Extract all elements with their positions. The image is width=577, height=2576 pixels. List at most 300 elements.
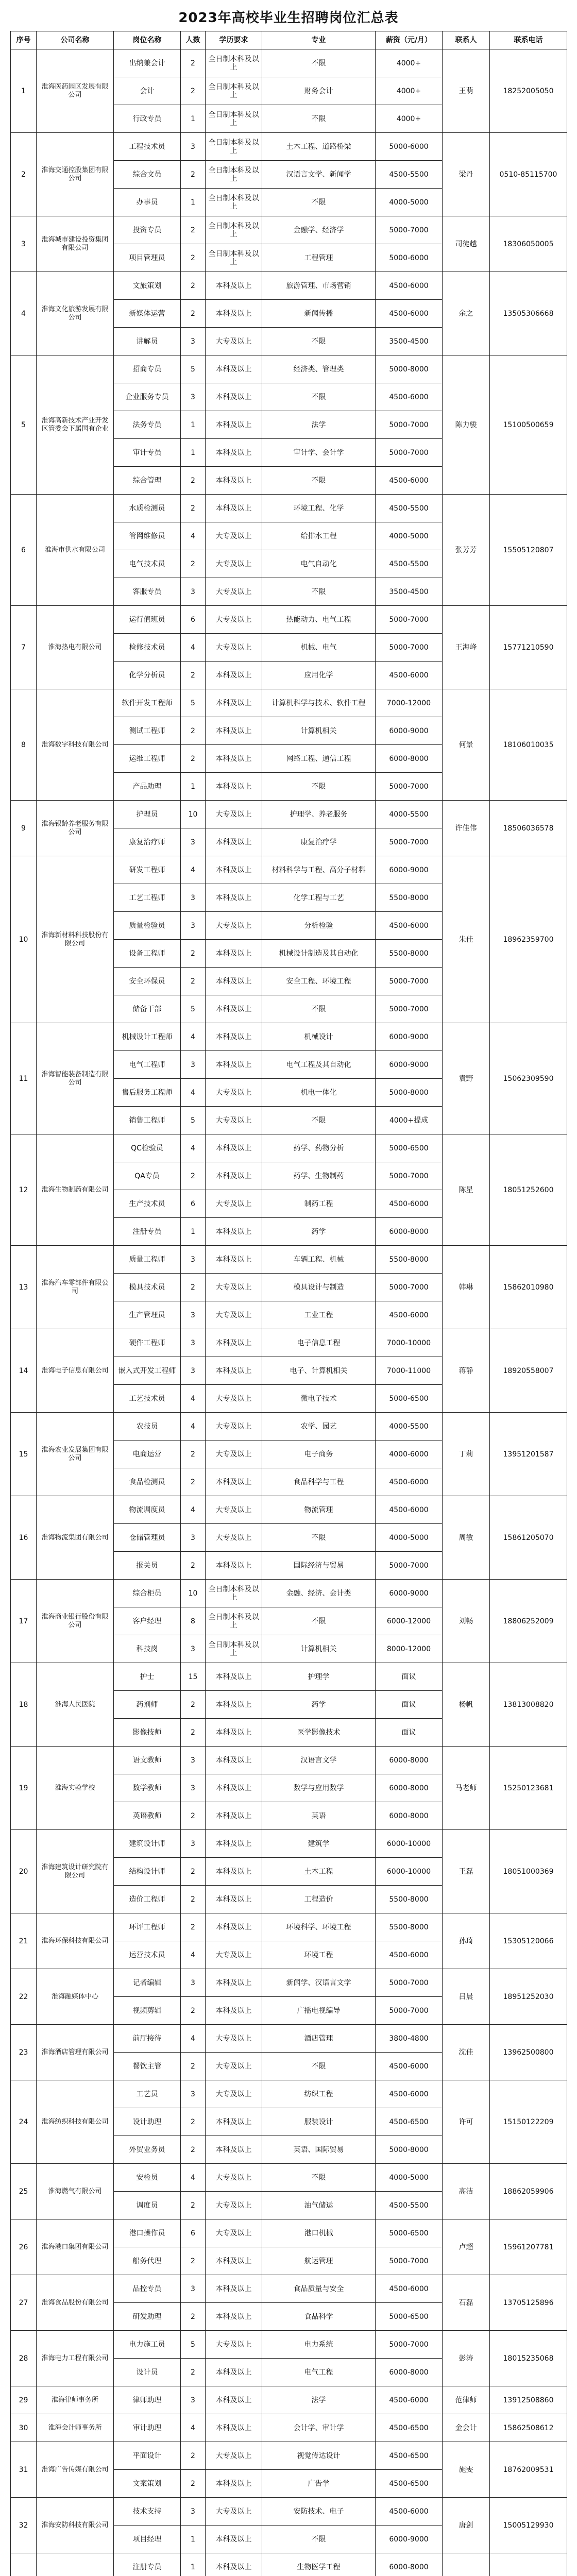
cell-count: 3	[181, 1747, 206, 1774]
cell-education: 大专及以上	[206, 1274, 262, 1301]
cell-count: 2	[181, 1552, 206, 1580]
cell-count: 10	[181, 1580, 206, 1607]
cell-salary: 5000-7000	[376, 1274, 443, 1301]
table-row	[11, 1496, 567, 1524]
header-education: 学历要求	[206, 31, 262, 49]
cell-seq: 30	[11, 2414, 37, 2442]
cell-position: 办事员	[114, 189, 181, 216]
cell-count: 3	[181, 1246, 206, 1274]
cell-position: 英语教师	[114, 1802, 181, 1830]
cell-salary: 4500-5500	[376, 495, 443, 522]
page-title: 2023年高校毕业生招聘岗位汇总表	[178, 10, 399, 26]
cell-company-name: 淮海银龄养老服务有限公司	[37, 801, 114, 856]
cell-position: 物流调度员	[114, 1496, 181, 1524]
cell-major: 电子商务	[262, 1440, 376, 1468]
cell-position: 综合管理	[114, 467, 181, 495]
cell-position: 销售工程师	[114, 1107, 181, 1134]
cell-salary: 5000-6500	[376, 1385, 443, 1413]
cell-salary: 4500-6000	[376, 467, 443, 495]
cell-phone: 15305120066	[490, 1913, 567, 1969]
cell-education: 全日制本科及以上	[206, 216, 262, 244]
cell-seq: 24	[11, 2080, 37, 2164]
cell-seq: 13	[11, 1246, 37, 1329]
cell-contact: 吕晨	[443, 1969, 490, 2025]
cell-salary: 4000+	[376, 105, 443, 133]
cell-contact: 梁丹	[443, 133, 490, 216]
cell-major: 机械、电气	[262, 634, 376, 662]
cell-education: 大专及以上	[206, 2192, 262, 2219]
cell-company-name: 淮海律师事务所	[37, 2386, 114, 2414]
cell-company-name: 淮海城市建设投资集团有限公司	[37, 216, 114, 272]
cell-major: 广告学	[262, 2470, 376, 2498]
table-row	[11, 2080, 567, 2108]
cell-major: 不限	[262, 105, 376, 133]
cell-position: 客户经理	[114, 1607, 181, 1635]
cell-major: 酒店管理	[262, 2025, 376, 2053]
cell-major: 机械设计	[262, 1023, 376, 1051]
cell-count: 3	[181, 2498, 206, 2526]
cell-company-name: 淮海高新技术产业开发区管委会下属国有企业	[37, 355, 114, 495]
cell-phone: 18252005050	[490, 49, 567, 133]
cell-position: 售后服务工程师	[114, 1079, 181, 1107]
cell-salary: 4500-6000	[376, 300, 443, 328]
cell-education: 全日制本科及以上	[206, 244, 262, 272]
table-row	[11, 1413, 567, 1440]
cell-major: 电力系统	[262, 2331, 376, 2359]
cell-salary: 6000-9000	[376, 1580, 443, 1607]
cell-salary: 5500-8000	[376, 884, 443, 912]
cell-salary: 面议	[376, 1663, 443, 1691]
cell-salary: 6000-8000	[376, 745, 443, 773]
cell-position: 运营技术员	[114, 1941, 181, 1969]
cell-position: 测试工程师	[114, 717, 181, 745]
cell-salary: 6000-9000	[376, 1023, 443, 1051]
cell-count: 2	[181, 1802, 206, 1830]
cell-company-name: 淮海安防科技有限公司	[37, 2498, 114, 2553]
cell-phone: 13705125896	[490, 2275, 567, 2331]
cell-company-name: 淮海融媒体中心	[37, 1969, 114, 2025]
cell-company-name: 淮海交通控股集团有限公司	[37, 133, 114, 216]
table-row	[11, 2275, 567, 2303]
cell-education: 全日制本科及以上	[206, 1607, 262, 1635]
cell-count: 6	[181, 2219, 206, 2247]
cell-education: 本科及以上	[206, 1691, 262, 1719]
cell-salary: 4000-5000	[376, 522, 443, 550]
cell-count: 5	[181, 355, 206, 383]
cell-position: 外贸业务员	[114, 2136, 181, 2164]
cell-education: 大专及以上	[206, 606, 262, 634]
cell-education: 本科及以上	[206, 1802, 262, 1830]
cell-salary: 6000-9000	[376, 856, 443, 884]
cell-salary: 6000-8000	[376, 1802, 443, 1830]
cell-phone: 15062309590	[490, 1023, 567, 1134]
cell-count: 2	[181, 940, 206, 968]
cell-position: 律师助理	[114, 2386, 181, 2414]
cell-company-name: 淮海人民医院	[37, 1663, 114, 1747]
cell-position: 语文教师	[114, 1747, 181, 1774]
cell-company-name: 淮海物流集团有限公司	[37, 1496, 114, 1580]
cell-education: 大专及以上	[206, 2331, 262, 2359]
cell-major: 会计学、审计学	[262, 2414, 376, 2442]
table-row	[11, 1913, 567, 1941]
cell-seq: 1	[11, 49, 37, 133]
cell-education: 本科及以上	[206, 1830, 262, 1858]
cell-major: 不限	[262, 49, 376, 77]
cell-seq: 11	[11, 1023, 37, 1134]
cell-salary: 5000-7000	[376, 1162, 443, 1190]
cell-salary: 4000+	[376, 49, 443, 77]
cell-salary: 6000-9000	[376, 717, 443, 745]
cell-salary: 4500-6500	[376, 2470, 443, 2498]
cell-count: 3	[181, 1969, 206, 1997]
cell-salary: 6000-10000	[376, 1858, 443, 1886]
table-row	[11, 355, 567, 383]
table-row	[11, 1830, 567, 1858]
cell-count: 4	[181, 2164, 206, 2192]
cell-education: 本科及以上	[206, 1719, 262, 1747]
cell-company-name: 淮海港口集团有限公司	[37, 2219, 114, 2275]
cell-contact: 许可	[443, 2080, 490, 2164]
cell-seq: 25	[11, 2164, 37, 2219]
cell-salary: 6000-8000	[376, 1747, 443, 1774]
cell-education: 本科及以上	[206, 1747, 262, 1774]
table-row	[11, 689, 567, 717]
table-row	[11, 801, 567, 828]
cell-position: 文案策划	[114, 2470, 181, 2498]
cell-position: 水质检测员	[114, 495, 181, 522]
table-body	[11, 49, 567, 2576]
cell-position: 护士	[114, 1663, 181, 1691]
cell-education: 本科及以上	[206, 662, 262, 689]
cell-company-name: 淮海智能装备制造有限公司	[37, 1023, 114, 1134]
cell-major: 经济类、管理类	[262, 355, 376, 383]
cell-count: 4	[181, 1134, 206, 1162]
cell-position: 化学分析员	[114, 662, 181, 689]
cell-education: 大专及以上	[206, 1941, 262, 1969]
cell-count: 2	[181, 1858, 206, 1886]
cell-salary: 面议	[376, 1691, 443, 1719]
cell-education: 本科及以上	[206, 2553, 262, 2576]
cell-seq: 27	[11, 2275, 37, 2331]
cell-phone: 15100500659	[490, 355, 567, 495]
cell-major: 药学	[262, 1691, 376, 1719]
cell-seq: 14	[11, 1329, 37, 1413]
cell-major: 农学、园艺	[262, 1413, 376, 1440]
cell-salary: 6000-9000	[376, 1051, 443, 1079]
cell-major: 医学影像技术	[262, 1719, 376, 1747]
cell-education: 本科及以上	[206, 2526, 262, 2553]
cell-position: 研发助理	[114, 2303, 181, 2331]
cell-position: 招商专员	[114, 355, 181, 383]
cell-salary: 5000-6500	[376, 1134, 443, 1162]
cell-education: 本科及以上	[206, 773, 262, 801]
cell-major: 金融、经济、会计类	[262, 1580, 376, 1607]
cell-salary: 4500-5500	[376, 161, 443, 189]
cell-contact: 马老师	[443, 1747, 490, 1830]
cell-major: 财务会计	[262, 77, 376, 105]
cell-contact: 金会计	[443, 2414, 490, 2442]
cell-major: 车辆工程、机械	[262, 1246, 376, 1274]
cell-major: 工业工程	[262, 1301, 376, 1329]
cell-position: 设计员	[114, 2359, 181, 2386]
cell-salary: 4000-6000	[376, 1440, 443, 1468]
cell-contact: 彭涛	[443, 2331, 490, 2386]
cell-major: 油气储运	[262, 2192, 376, 2219]
cell-count: 2	[181, 662, 206, 689]
cell-position: 管网维修员	[114, 522, 181, 550]
cell-seq: 18	[11, 1663, 37, 1747]
table-row	[11, 2331, 567, 2359]
cell-salary: 5000-7000	[376, 1552, 443, 1580]
cell-position: 审计助理	[114, 2414, 181, 2442]
cell-count: 3	[181, 1051, 206, 1079]
cell-salary: 6000-8000	[376, 1218, 443, 1246]
cell-phone: 13912508860	[490, 2386, 567, 2414]
cell-major: 材料科学与工程、高分子材料	[262, 856, 376, 884]
cell-contact: 袁野	[443, 1023, 490, 1134]
cell-salary: 4000+	[376, 77, 443, 105]
cell-phone: 18051252600	[490, 1134, 567, 1246]
cell-position: 视频剪辑	[114, 1997, 181, 2025]
cell-major: 土木工程、道路桥梁	[262, 133, 376, 161]
cell-education: 大专及以上	[206, 522, 262, 550]
cell-education: 大专及以上	[206, 550, 262, 578]
cell-phone: 0510-85115700	[490, 133, 567, 216]
table-row	[11, 2553, 567, 2576]
cell-company-name: 淮海数字科技有限公司	[37, 689, 114, 801]
cell-company-name: 淮海食品股份有限公司	[37, 2275, 114, 2331]
cell-count: 2	[181, 77, 206, 105]
cell-salary: 4500-5500	[376, 550, 443, 578]
cell-salary: 4500-6000	[376, 2386, 443, 2414]
cell-education: 本科及以上	[206, 2470, 262, 2498]
cell-position: 研发工程师	[114, 856, 181, 884]
table-row	[11, 2164, 567, 2192]
cell-salary: 5000-6000	[376, 244, 443, 272]
cell-seq: 22	[11, 1969, 37, 2025]
cell-major: 工程管理	[262, 244, 376, 272]
cell-education: 本科及以上	[206, 1051, 262, 1079]
cell-salary: 4500-6500	[376, 2414, 443, 2442]
cell-major: 不限	[262, 2164, 376, 2192]
cell-contact: 高洁	[443, 2164, 490, 2219]
cell-position: 行政专员	[114, 105, 181, 133]
cell-education: 全日制本科及以上	[206, 161, 262, 189]
cell-major: 药学	[262, 1218, 376, 1246]
cell-major: 法学	[262, 2386, 376, 2414]
cell-phone: 18920558007	[490, 1329, 567, 1413]
cell-count: 3	[181, 1635, 206, 1663]
cell-position: 安检员	[114, 2164, 181, 2192]
cell-count: 3	[181, 2275, 206, 2303]
cell-salary: 5000-7000	[376, 828, 443, 856]
cell-position: 造价工程师	[114, 1886, 181, 1913]
cell-phone: 18306050005	[490, 216, 567, 272]
cell-education: 大专及以上	[206, 1385, 262, 1413]
cell-education: 本科及以上	[206, 2359, 262, 2386]
cell-contact: 杨帆	[443, 1663, 490, 1747]
cell-salary: 5000-7000	[376, 634, 443, 662]
cell-major: 数学与应用数学	[262, 1774, 376, 1802]
cell-education: 本科及以上	[206, 828, 262, 856]
cell-salary: 4000-5500	[376, 1413, 443, 1440]
cell-position: 药剂师	[114, 1691, 181, 1719]
cell-salary: 4500-6000	[376, 1468, 443, 1496]
table-row	[11, 1747, 567, 1774]
cell-seq: 8	[11, 689, 37, 801]
cell-salary: 4000-5000	[376, 189, 443, 216]
cell-position: 康复治疗师	[114, 828, 181, 856]
cell-salary: 4000+提成	[376, 1107, 443, 1134]
cell-major: 国际经济与贸易	[262, 1552, 376, 1580]
cell-phone	[490, 2553, 567, 2576]
cell-salary: 5000-7000	[376, 1969, 443, 1997]
table-row	[11, 2219, 567, 2247]
cell-count: 4	[181, 1941, 206, 1969]
cell-count: 2	[181, 717, 206, 745]
cell-salary: 5000-7000	[376, 773, 443, 801]
cell-contact: 陈力骏	[443, 355, 490, 495]
cell-salary: 5000-7000	[376, 216, 443, 244]
cell-major: 电气自动化	[262, 550, 376, 578]
cell-phone: 18962359700	[490, 856, 567, 1023]
cell-salary: 3800-4800	[376, 2025, 443, 2053]
cell-major: 土木工程	[262, 1858, 376, 1886]
cell-salary: 4000-5500	[376, 801, 443, 828]
cell-major: 物流管理	[262, 1496, 376, 1524]
cell-education: 本科及以上	[206, 1858, 262, 1886]
cell-count: 6	[181, 606, 206, 634]
cell-count: 3	[181, 133, 206, 161]
cell-position: QC检验员	[114, 1134, 181, 1162]
cell-count: 2	[181, 1440, 206, 1468]
cell-major: 食品质量与安全	[262, 2275, 376, 2303]
cell-position: 工艺员	[114, 2080, 181, 2108]
cell-education: 本科及以上	[206, 1162, 262, 1190]
cell-company-name: 淮海广告传媒有限公司	[37, 2442, 114, 2498]
cell-count: 1	[181, 105, 206, 133]
cell-major: 食品科学与工程	[262, 1468, 376, 1496]
cell-education: 本科及以上	[206, 1886, 262, 1913]
cell-company-name: 淮海农业发展集团有限公司	[37, 1413, 114, 1496]
cell-position: 港口操作员	[114, 2219, 181, 2247]
cell-major: 环境科学、环境工程	[262, 1913, 376, 1941]
cell-count: 3	[181, 912, 206, 940]
cell-count: 2	[181, 2359, 206, 2386]
cell-major: 药学、药物分析	[262, 1134, 376, 1162]
cell-education: 本科及以上	[206, 1357, 262, 1385]
cell-count: 2	[181, 2192, 206, 2219]
cell-count: 15	[181, 1663, 206, 1691]
cell-major: 分析检验	[262, 912, 376, 940]
cell-count: 2	[181, 161, 206, 189]
cell-salary: 5000-7000	[376, 606, 443, 634]
cell-major: 广播电视编导	[262, 1997, 376, 2025]
cell-seq: 2	[11, 133, 37, 216]
cell-contact: 唐剑	[443, 2498, 490, 2553]
cell-count: 5	[181, 2331, 206, 2359]
cell-salary: 4500-6000	[376, 912, 443, 940]
cell-major: 英语、国际贸易	[262, 2136, 376, 2164]
cell-contact	[443, 2553, 490, 2576]
cell-salary: 4000-5000	[376, 2164, 443, 2192]
cell-position: 储备干部	[114, 995, 181, 1023]
cell-seq: 28	[11, 2331, 37, 2386]
cell-company-name: 淮海酒店管理有限公司	[37, 2025, 114, 2080]
cell-education: 大专及以上	[206, 912, 262, 940]
cell-count: 1	[181, 1218, 206, 1246]
cell-education: 大专及以上	[206, 2442, 262, 2470]
cell-company-name: 淮海市供水有限公司	[37, 495, 114, 606]
cell-contact: 王海峰	[443, 606, 490, 689]
cell-salary: 4500-6500	[376, 2108, 443, 2136]
cell-education: 大专及以上	[206, 2164, 262, 2192]
cell-salary: 4500-6000	[376, 2275, 443, 2303]
cell-company-name: 淮海汽车零部件有限公司	[37, 1246, 114, 1329]
cell-position: 工艺工程师	[114, 884, 181, 912]
cell-position: 影像技师	[114, 1719, 181, 1747]
cell-education: 大专及以上	[206, 1440, 262, 1468]
cell-salary: 4000-5000	[376, 1524, 443, 1552]
cell-company-name: 淮海环保科技有限公司	[37, 1913, 114, 1969]
cell-company-name: 淮海建筑设计研究院有限公司	[37, 1830, 114, 1913]
cell-contact: 沈佳	[443, 2025, 490, 2080]
cell-contact: 孙琦	[443, 1913, 490, 1969]
cell-major: 网络工程、通信工程	[262, 745, 376, 773]
cell-education: 大专及以上	[206, 801, 262, 828]
cell-position: 电力施工员	[114, 2331, 181, 2359]
cell-position: 法务专员	[114, 411, 181, 439]
cell-major: 不限	[262, 2053, 376, 2080]
cell-position: 模具技术员	[114, 1274, 181, 1301]
cell-major: 环境工程、化学	[262, 495, 376, 522]
cell-phone: 15771210590	[490, 606, 567, 689]
cell-seq: 31	[11, 2442, 37, 2498]
cell-company-name: 淮海电力工程有限公司	[37, 2331, 114, 2386]
cell-count: 2	[181, 300, 206, 328]
cell-count: 5	[181, 995, 206, 1023]
cell-phone: 18106010035	[490, 689, 567, 801]
cell-education: 本科及以上	[206, 689, 262, 717]
cell-seq: 9	[11, 801, 37, 856]
cell-position: 船务代理	[114, 2247, 181, 2275]
cell-phone: 15861205070	[490, 1496, 567, 1580]
cell-contact: 石磊	[443, 2275, 490, 2331]
cell-education: 大专及以上	[206, 2080, 262, 2108]
cell-salary: 5000-7000	[376, 2331, 443, 2359]
table-row	[11, 495, 567, 522]
cell-seq: 15	[11, 1413, 37, 1496]
cell-seq: 20	[11, 1830, 37, 1913]
cell-education: 全日制本科及以上	[206, 105, 262, 133]
cell-seq: 29	[11, 2386, 37, 2414]
cell-count: 2	[181, 2108, 206, 2136]
cell-phone: 15250123681	[490, 1747, 567, 1830]
cell-position: 电气工程师	[114, 1051, 181, 1079]
cell-count: 1	[181, 411, 206, 439]
cell-major: 制药工程	[262, 1190, 376, 1218]
cell-education: 本科及以上	[206, 1246, 262, 1274]
cell-contact: 王磊	[443, 1830, 490, 1913]
cell-count: 1	[181, 2526, 206, 2553]
cell-position: 讲解员	[114, 328, 181, 355]
cell-major: 计算机相关	[262, 1635, 376, 1663]
header-contact: 联系人	[443, 31, 490, 49]
cell-phone: 13951201587	[490, 1413, 567, 1496]
cell-count: 2	[181, 1913, 206, 1941]
cell-salary: 5000-7000	[376, 995, 443, 1023]
cell-company-name: 淮海会计师事务所	[37, 2414, 114, 2442]
